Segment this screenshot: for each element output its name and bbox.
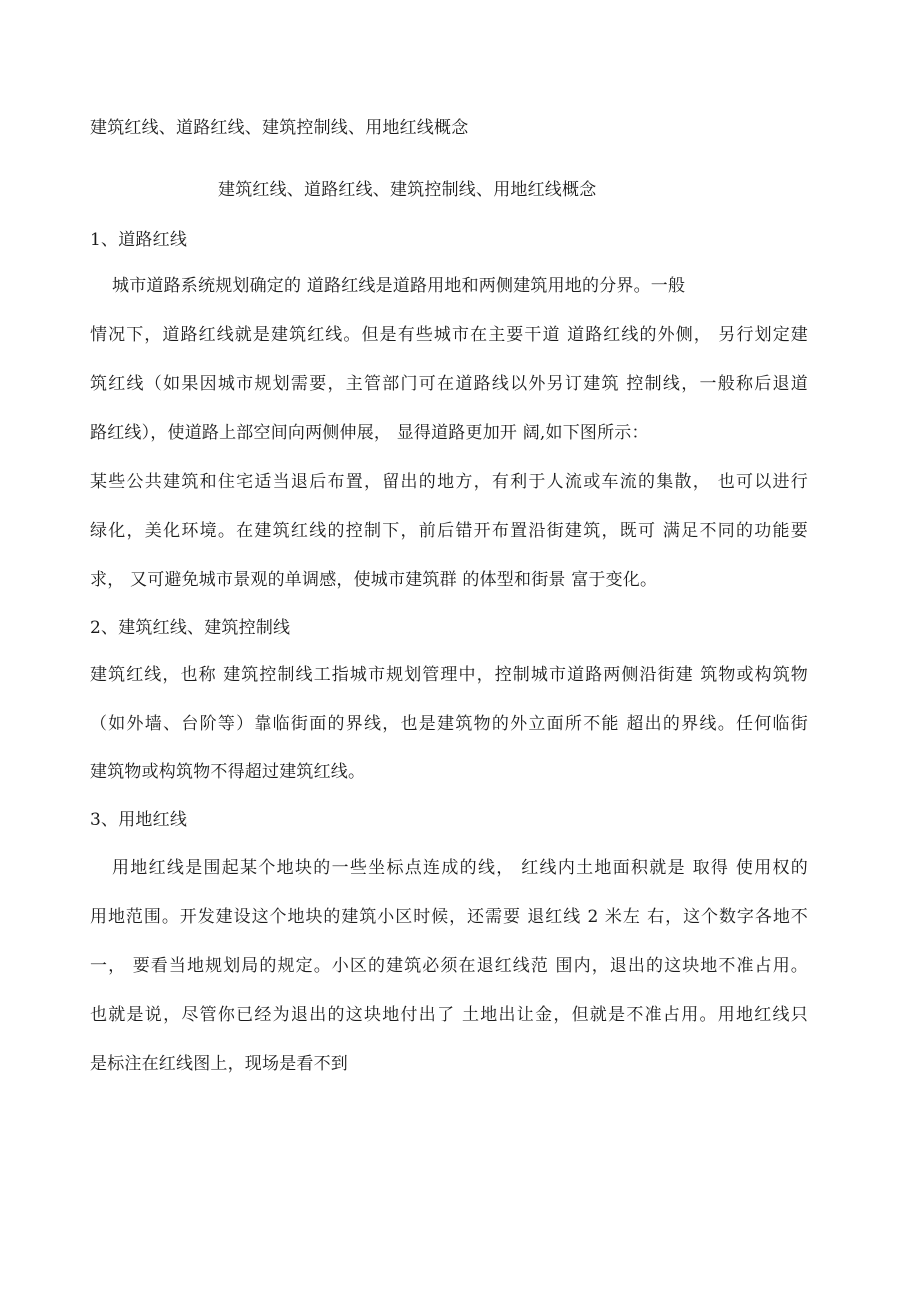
section-2-line: 建筑红线，也称 建筑控制线工指城市规划管理中，控制城市道路两侧沿街建 筑物或构筑物: [90, 665, 808, 685]
section-3-line: 一， 要看当地规划局的规定。小区的建筑必须在退红线范 围内，退出的这块地不准占用。: [90, 956, 808, 976]
section-3-heading: 3、用地红线: [90, 810, 188, 830]
section-1-line: 路红线），使道路上部空间向两侧伸展， 显得道路更加开 阔,如下图所示：: [90, 423, 649, 443]
section-2-line: （如外墙、台阶等）靠临街面的界线，也是建筑物的外立面所不能 超出的界线。任何临街: [90, 714, 808, 734]
section-1-line: 求， 又可避免城市景观的单调感，使城市建筑群 的体型和街景 富于变化。: [90, 570, 658, 590]
section-3-line: 用地红线是围起某个地块的一些坐标点连成的线， 红线内土地面积就是 取得 使用权的: [112, 858, 808, 878]
section-3-line: 是标注在红线图上，现场是看不到: [90, 1054, 348, 1074]
centered-title: 建筑红线、道路红线、建筑控制线、用地红线概念: [218, 180, 597, 200]
section-1-line: 情况下，道路红线就是建筑红线。但是有些城市在主要干道 道路红线的外侧， 另行划定建: [90, 325, 808, 345]
section-1-line: 绿化，美化环境。在建筑红线的控制下，前后错开布置沿街建筑，既可 满足不同的功能要: [90, 521, 808, 541]
section-2-heading: 2、建筑红线、建筑控制线: [90, 618, 291, 638]
section-1-line: 筑红线（如果因城市规划需要，主管部门可在道路线以外另订建筑 控制线，一般称后退道: [90, 374, 808, 394]
document-title: 建筑红线、道路红线、建筑控制线、用地红线概念: [90, 118, 469, 138]
section-3-line: 也就是说，尽管你已经为退出的这块地付出了 土地出让金，但就是不准占用。用地红线只: [90, 1005, 808, 1025]
section-1-heading: 1、道路红线: [90, 230, 188, 250]
section-2-line: 建筑物或构筑物不得超过建筑红线。: [90, 762, 366, 782]
section-1-line: 某些公共建筑和住宅适当退后布置，留出的地方，有利于人流或车流的集散， 也可以进行: [90, 472, 808, 492]
section-1-line: 城市道路系统规划确定的 道路红线是道路用地和两侧建筑用地的分界。一般: [112, 276, 686, 296]
section-3-line: 用地范围。开发建设这个地块的建筑小区时候，还需要 退红线 2 米左 右，这个数字各地不: [90, 907, 808, 927]
